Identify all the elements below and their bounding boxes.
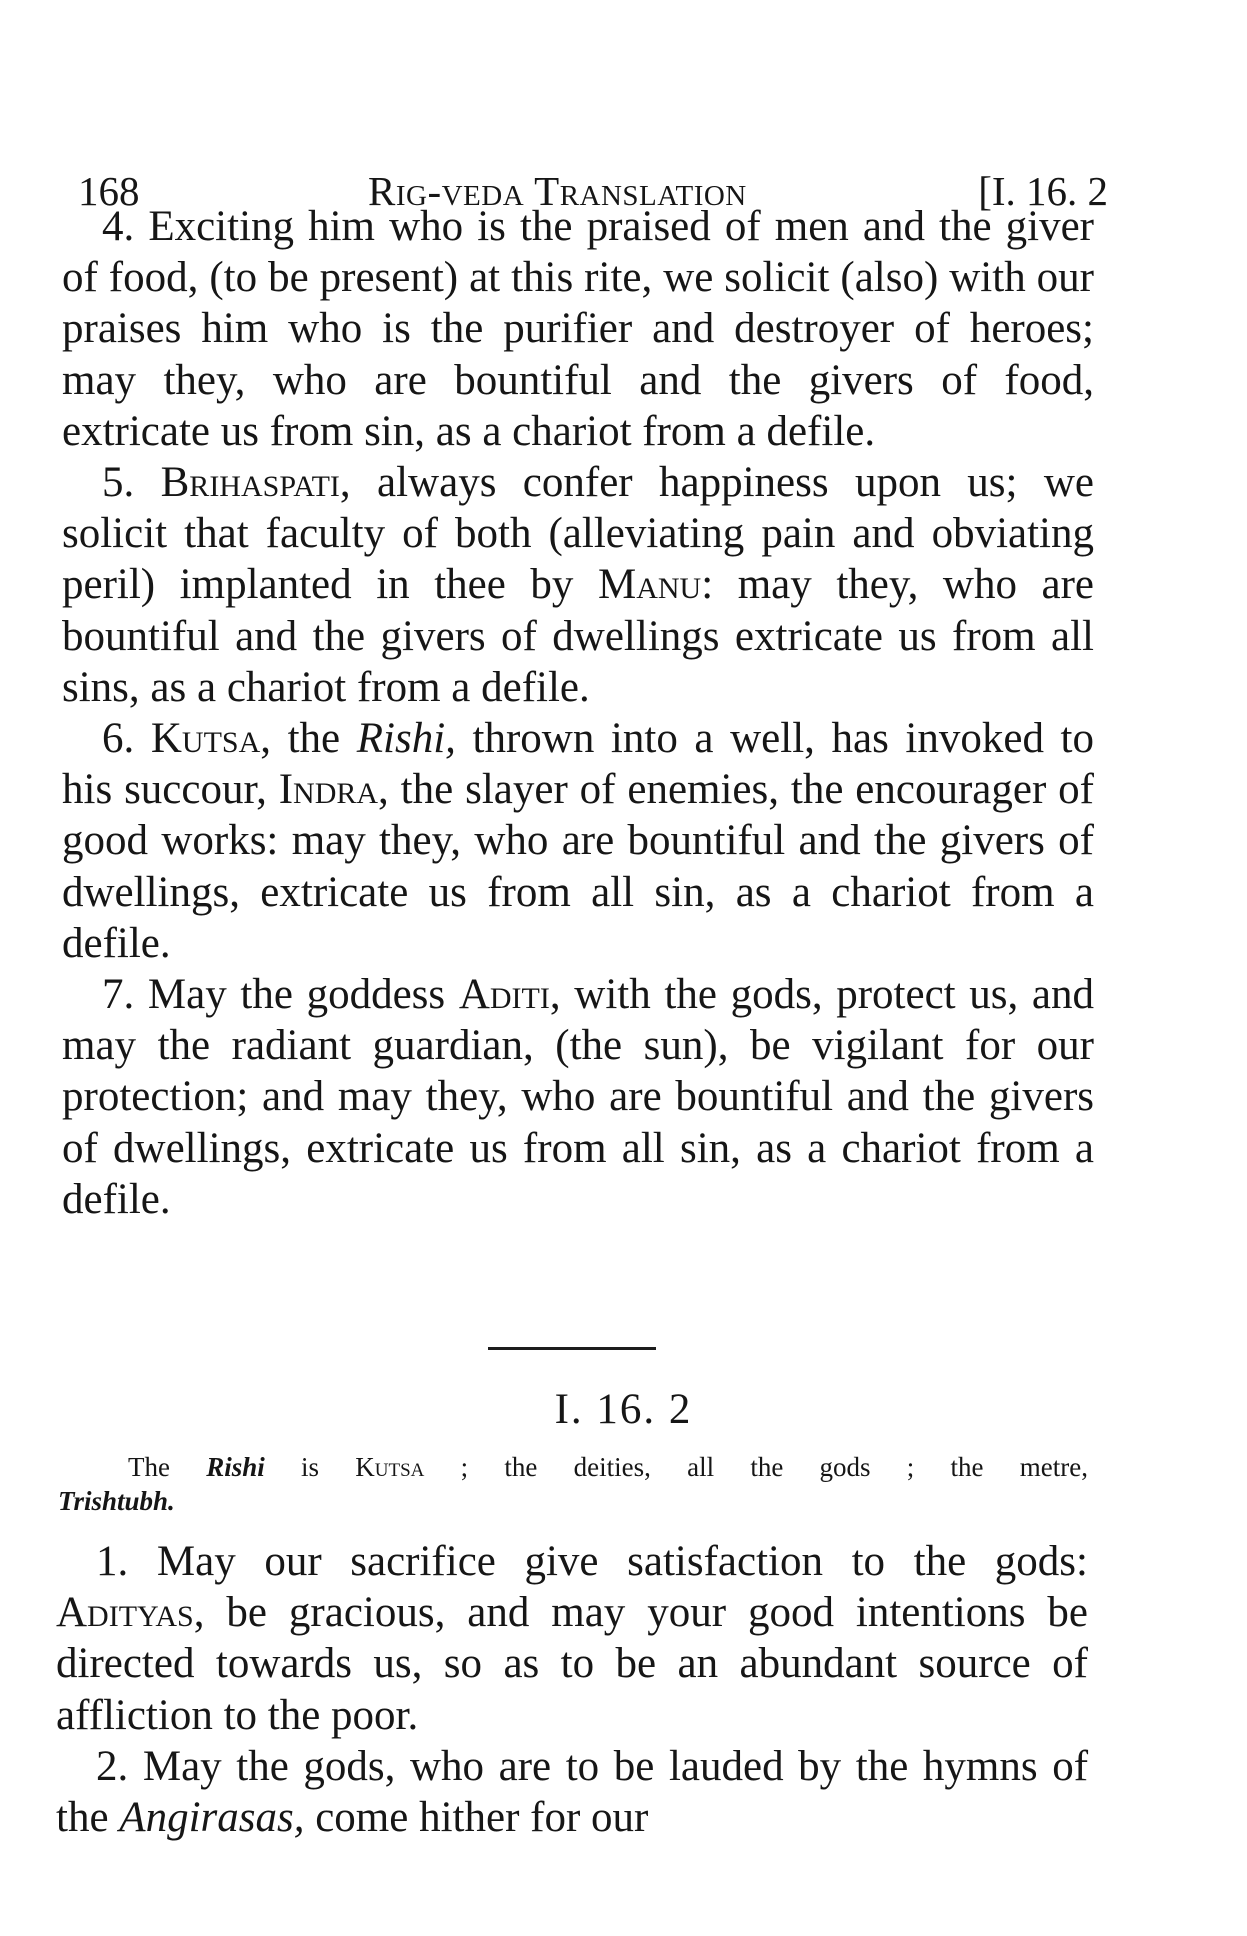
verse-6-text-c: , the slayer of enemies, the encourager of good works: may they, who are bountiful and the givers of dwellings, extricate us from all sin, as a chariot from a defile.	[62, 766, 1094, 967]
verse-6-number: 6.	[102, 715, 151, 763]
running-title: Rig-veda Translation	[368, 168, 747, 214]
hymn-heading: I. 16. 2	[554, 1386, 693, 1433]
new-verse-2	[56, 1741, 1088, 1843]
deity-name-aditi: Aditi	[458, 971, 550, 1019]
new-verse-2-rest: come hither for our	[304, 1794, 649, 1842]
verse-7	[62, 969, 1094, 1225]
attribution-the: The	[128, 1452, 207, 1482]
verse-6-text-b: thrown into a well, has invoked to his succour,	[62, 715, 1094, 814]
new-verse-2-number: 2.	[96, 1742, 143, 1790]
verse-4	[62, 201, 1094, 457]
previous-hymn-verses	[62, 201, 1094, 1225]
new-verse-1-rest: , be gracious, and may your good intentions be directed towards us, so as to be an abundant source of affliction to the poor.	[56, 1589, 1088, 1739]
new-verse-1	[56, 1536, 1088, 1741]
attribution-rest: ; the deities, all the gods ; the metre,	[424, 1452, 1088, 1482]
verse-5-text: , always confer happiness upon us; we solicit that faculty of both (alleviating pain and obviating peril) implanted in thee by	[62, 459, 1094, 609]
verse-5-number: 5.	[102, 459, 161, 507]
name-kutsa: Kutsa	[150, 715, 261, 763]
new-verse-1-number: 1.	[96, 1538, 157, 1585]
deity-name-indra: Indra	[278, 766, 379, 814]
verse-7-text-a: May the goddess	[147, 971, 459, 1019]
term-angirasas: Angirasas,	[119, 1794, 305, 1842]
attribution-kutsa: Kutsa	[355, 1452, 425, 1482]
new-verse-2-text: May the gods, who are to be lauded by the hymns of the	[56, 1742, 1089, 1842]
verse-5-text-end: : may they, who are bountiful and the givers of dwellings extricate us from all sins, as a chariot from a defile.	[62, 561, 1095, 711]
deity-name-adityas: Adityas	[56, 1589, 194, 1637]
attribution-metre: Trishtubh.	[58, 1486, 175, 1516]
hymn-attribution	[58, 1450, 1088, 1518]
deity-name-brihaspati: Brihaspati	[160, 459, 340, 507]
verse-5	[62, 457, 1094, 713]
page-number: 168	[78, 168, 140, 214]
new-verse-1-text: May our sacrifice give satisfaction to the gods:	[156, 1538, 1088, 1585]
term-rishi: Rishi,	[356, 715, 456, 763]
deity-name-manu: Manu	[597, 561, 702, 609]
attribution-is: is	[264, 1452, 356, 1482]
section-reference: [I. 16. 2	[978, 168, 1108, 214]
section-divider-rule	[488, 1347, 656, 1350]
attribution-rishi: Rishi	[206, 1452, 265, 1482]
verse-7-number: 7.	[102, 971, 148, 1019]
attribution-line	[58, 1450, 1088, 1484]
verse-4-text: 4. Exciting him who is the praised of men and the giver of food, (to be present) at this rite, we solicit (also) with our praises him who is the purifier and destroyer of heroes; may they, who are bountiful and the givers of food, extricate us from sin, as a chariot from a defile.	[62, 203, 1094, 455]
verse-7-text-b: , with the gods, protect us, and may the radiant guardian, (the sun), be vigilant for our protection; and may they, who are bountiful and the givers of dwellings, extricate us from all sin, as a chariot from a defile.	[62, 971, 1095, 1223]
new-hymn-verses	[56, 1536, 1088, 1843]
verse-6-text-a: , the	[260, 715, 357, 763]
verse-6	[62, 713, 1094, 969]
